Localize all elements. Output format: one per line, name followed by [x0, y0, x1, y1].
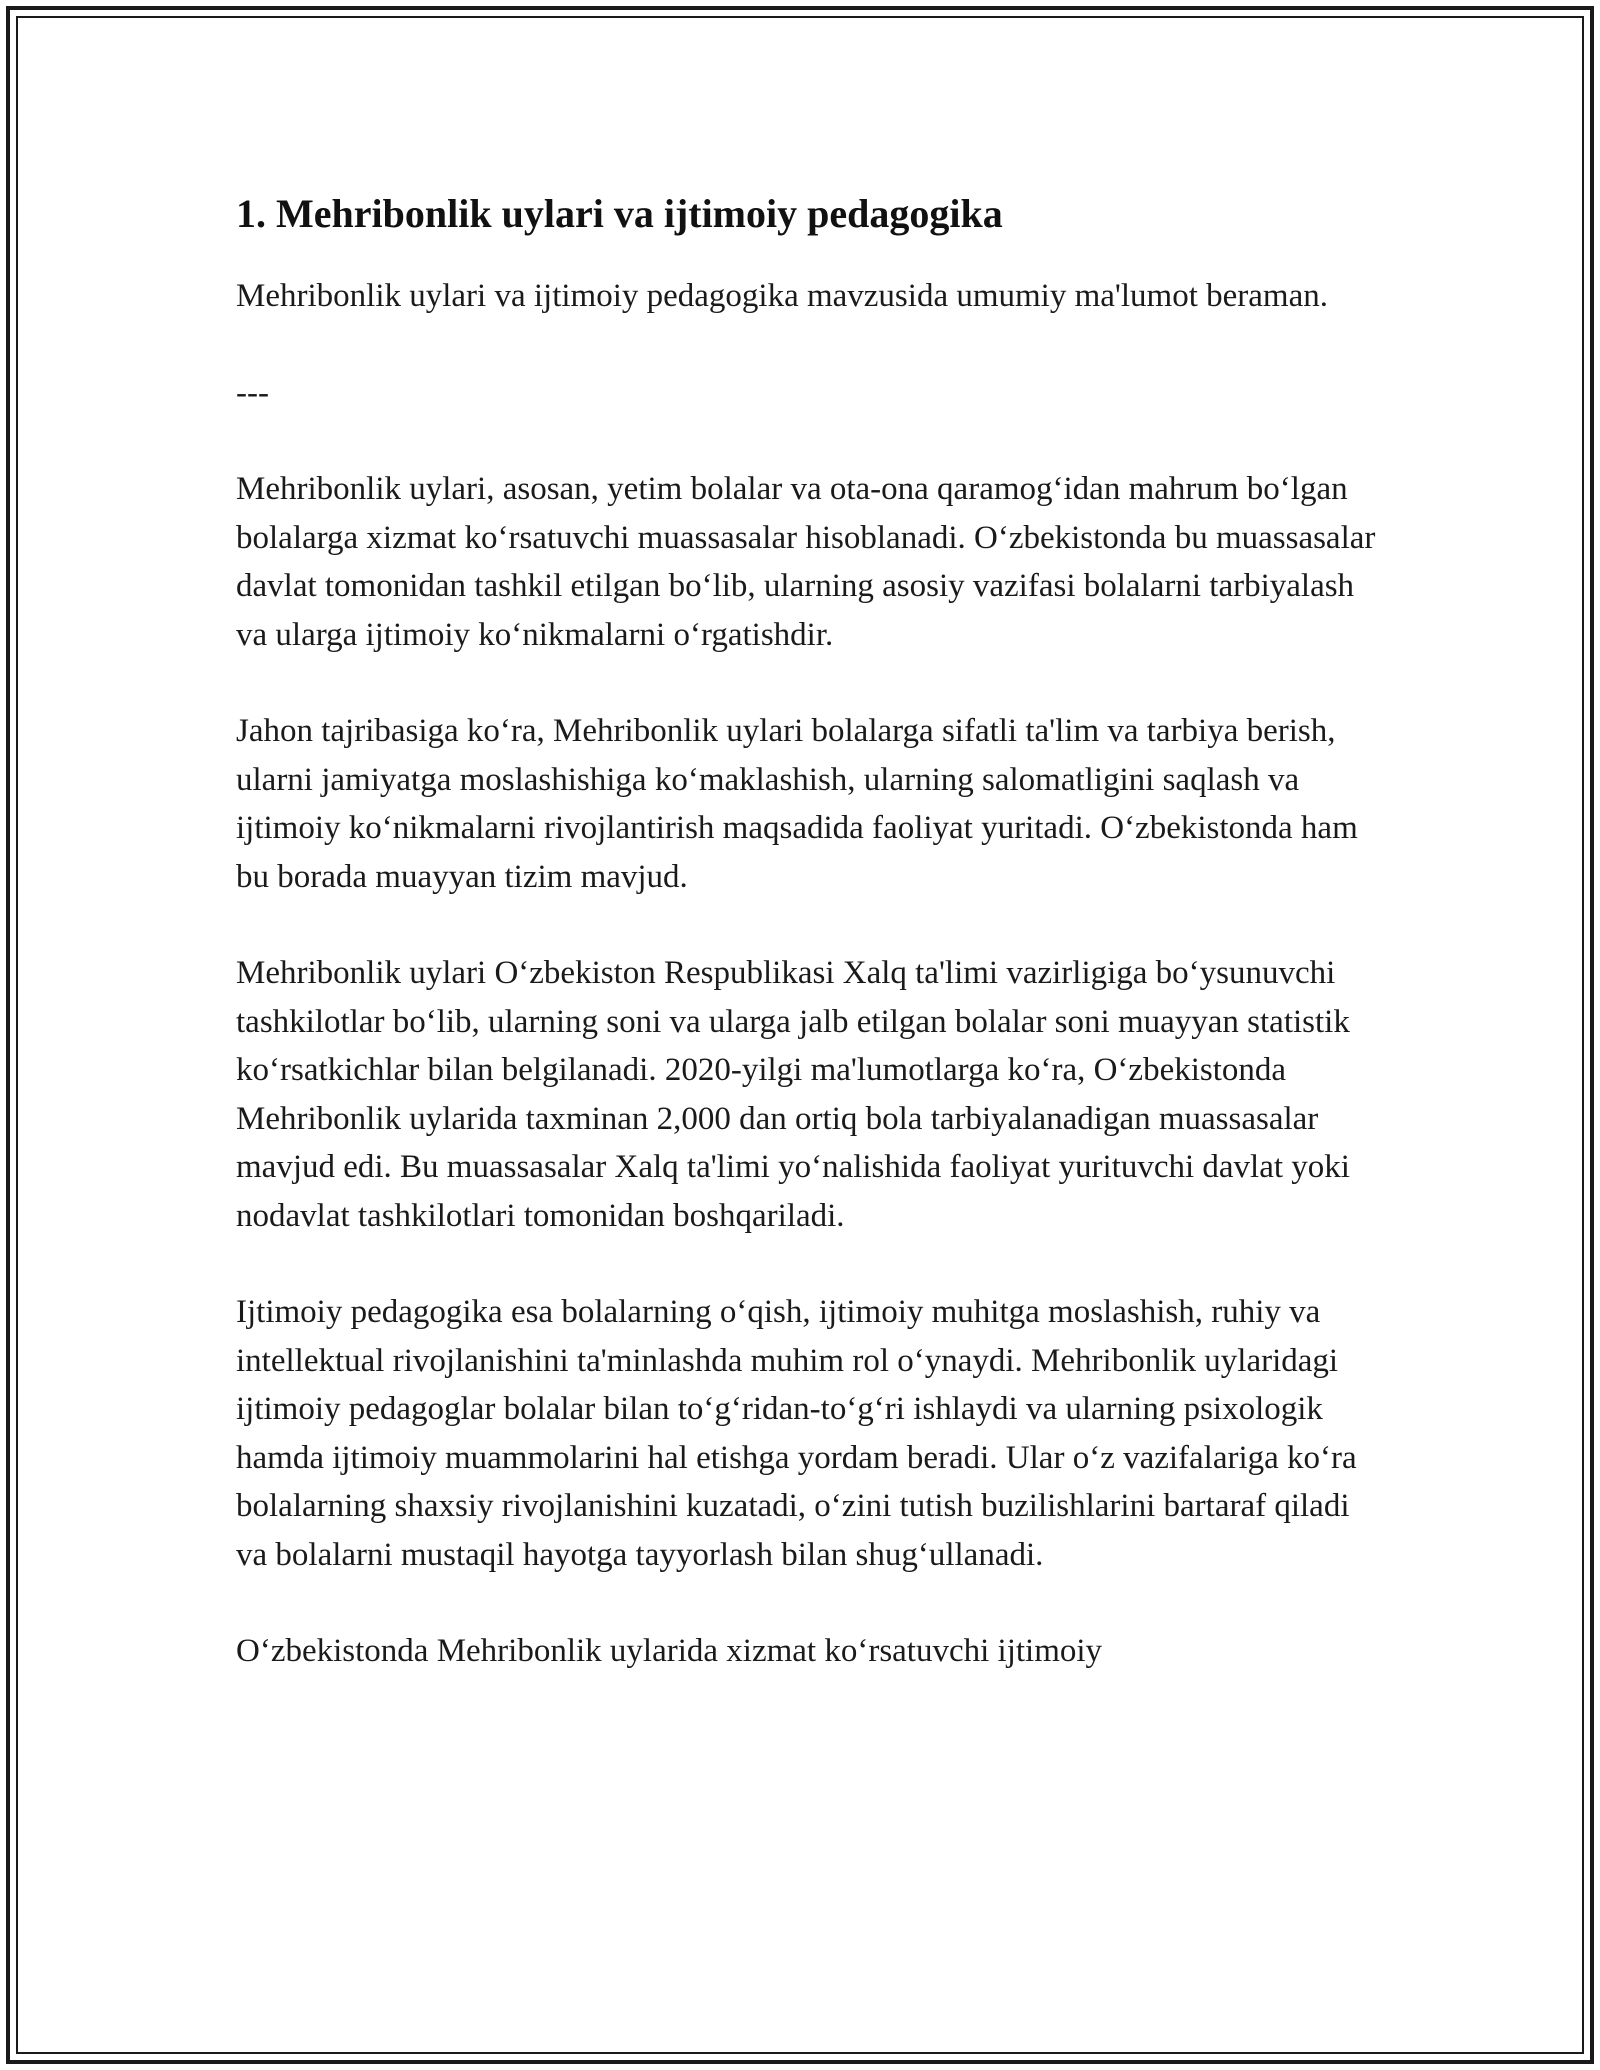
- document-title: 1. Mehribonlik uylari va ijtimoiy pedagogika: [236, 191, 1003, 236]
- paragraph-5: O‘zbekistonda Mehribonlik uylarida xizmat ko‘rsatuvchi ijtimoiy: [236, 1633, 1103, 1669]
- paragraph-2: Jahon tajribasiga ko‘ra, Mehribonlik uylari bolalarga sifatli ta'lim va tarbiya berish, ularni jamiyatga moslashishiga ko‘maklashish, ularning salomatligini saqlash va ijtimoiy ko‘nikmalarni rivojlantirish maqsadida faoliyat yuritadi. O‘zbekistonda ham bu borada muayyan tizim mavjud.: [236, 713, 1358, 895]
- paragraph-4: Ijtimoiy pedagogika esa bolalarning o‘qish, ijtimoiy muhitga moslashish, ruhiy va intellektual rivojlanishini ta'minlashda muhim rol o‘ynaydi. Mehribonlik uylaridagi ijtimoiy pedagoglar bolalar bilan to‘g‘ridan-to‘g‘ri ishlaydi va ularning psixologik hamda ijtimoiy muammolarini hal etishga yordam beradi. Ular o‘z vazifalariga ko‘ra bolalarning shaxsiy rivojlanishini kuzatadi, o‘zini tutish buzilishlarini bartaraf qiladi va bolalarni mustaqil hayotga tayyorlash bilan shug‘ullanadi.: [236, 1294, 1357, 1573]
- paragraph-3: Mehribonlik uylari O‘zbekiston Respublikasi Xalq ta'limi vazirligiga bo‘ysunuvchi tashkilotlar bo‘lib, ularning soni va ularga jalb etilgan bolalar soni muayyan statistik ko‘rsatkichlar bilan belgilanadi. 2020-yilgi ma'lumotlarga ko‘ra, O‘zbekistonda Mehribonlik uylarida taxminan 2,000 dan ortiq bola tarbiyalanadigan muassasalar mavjud edi. Bu muassasalar Xalq ta'limi yo‘nalishida faoliyat yurituvchi davlat yoki nodavlat tashkilotlari tomonidan boshqariladi.: [236, 955, 1350, 1234]
- paragraph-1: Mehribonlik uylari, asosan, yetim bolalar va ota-ona qaramog‘idan mahrum bo‘lgan bolalarga xizmat ko‘rsatuvchi muassasalar hisoblanadi. O‘zbekistonda bu muassasalar davlat tomonidan tashkil etilgan bo‘lib, ularning asosiy vazifasi bolalarni tarbiyalash va ularga ijtimoiy ko‘nikmalarni o‘rgatishdir.: [236, 471, 1376, 653]
- document-body: [236, 190, 1376, 1676]
- section-separator: ---: [236, 374, 269, 411]
- intro-paragraph: Mehribonlik uylari va ijtimoiy pedagogika mavzusida umumiy ma'lumot beraman.: [236, 278, 1328, 314]
